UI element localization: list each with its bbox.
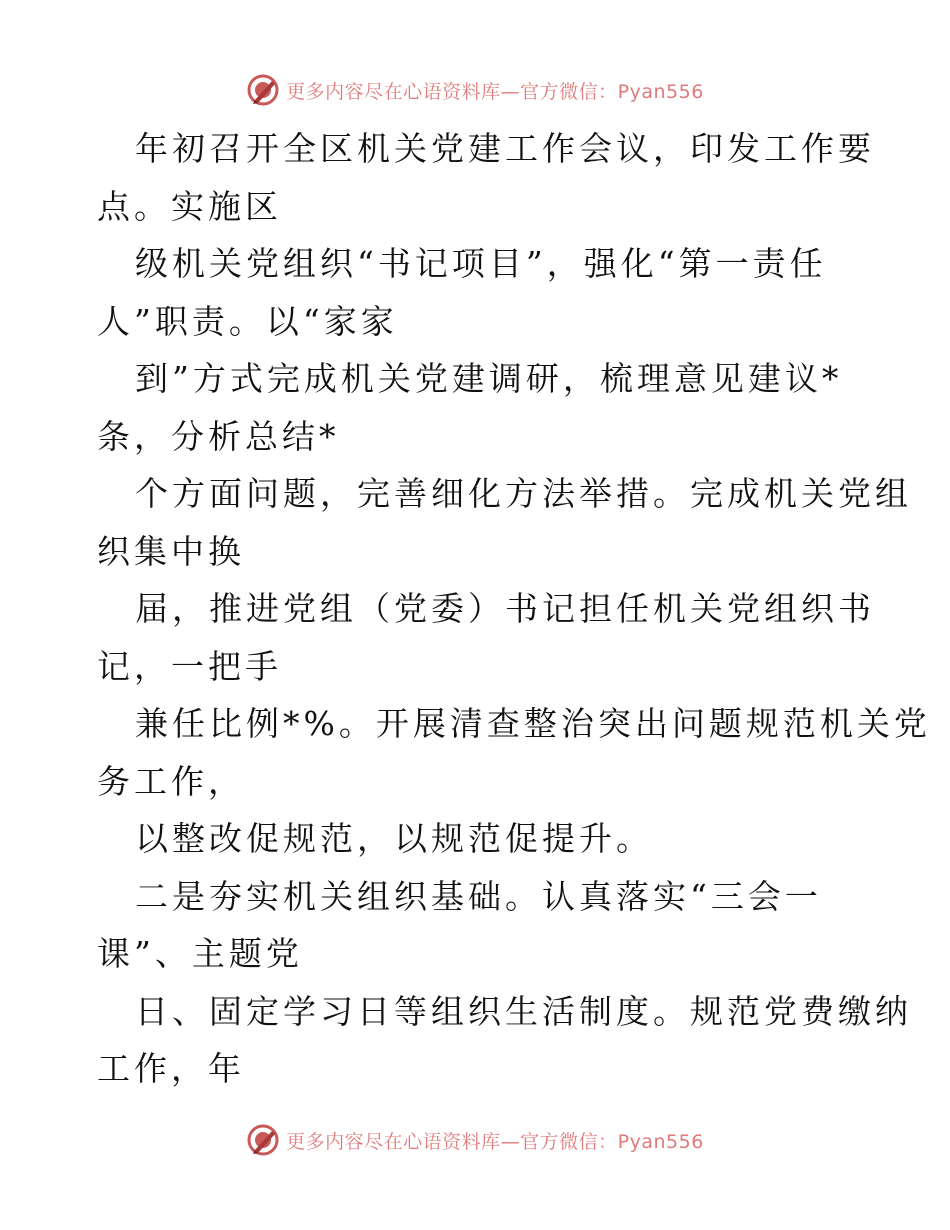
body-line: 课”、主题党 — [97, 934, 303, 973]
body-line: 务工作， — [97, 761, 245, 801]
header-banner — [0, 70, 950, 110]
body-line: 届，推进党组（党委）书记担任机关党组织书 — [135, 589, 875, 628]
body-line: 点。实施区 — [97, 186, 282, 226]
body-line: 兼任比例*%。开展清查整治突出问题规范机关党 — [135, 704, 931, 743]
body-line: 以整改促规范，以规范促提升。 — [135, 819, 653, 858]
body-line: 二是夯实机关组织基础。认真落实“三会一 — [135, 876, 822, 916]
body-line: 工作，年 — [97, 1049, 245, 1088]
body-line: 级机关党组织“书记项目”，强化“第一责任 — [135, 244, 827, 283]
body-line: 织集中换 — [97, 531, 245, 571]
footer-banner-text: 更多内容尽在心语资料库—官方微信：Pyan556 — [286, 1130, 704, 1153]
body-line: 人”职责。以“家家 — [97, 301, 398, 341]
body-line: 年初召开全区机关党建工作会议，印发工作要 — [135, 129, 875, 168]
document-body — [97, 120, 931, 1098]
footer-banner — [0, 1120, 950, 1160]
body-line: 个方面问题，完善细化方法举措。完成机关党组 — [135, 474, 912, 513]
pen-seal-logo-icon — [246, 1123, 280, 1157]
body-line: 记，一把手 — [97, 646, 282, 686]
pen-seal-logo-icon — [246, 73, 280, 107]
body-line: 到”方式完成机关党建调研，梳理意见建议* — [135, 359, 843, 398]
body-line: 日、固定学习日等组织生活制度。规范党费缴纳 — [135, 991, 912, 1031]
header-banner-text: 更多内容尽在心语资料库—官方微信：Pyan556 — [286, 80, 704, 103]
body-line: 条，分析总结* — [97, 416, 340, 456]
